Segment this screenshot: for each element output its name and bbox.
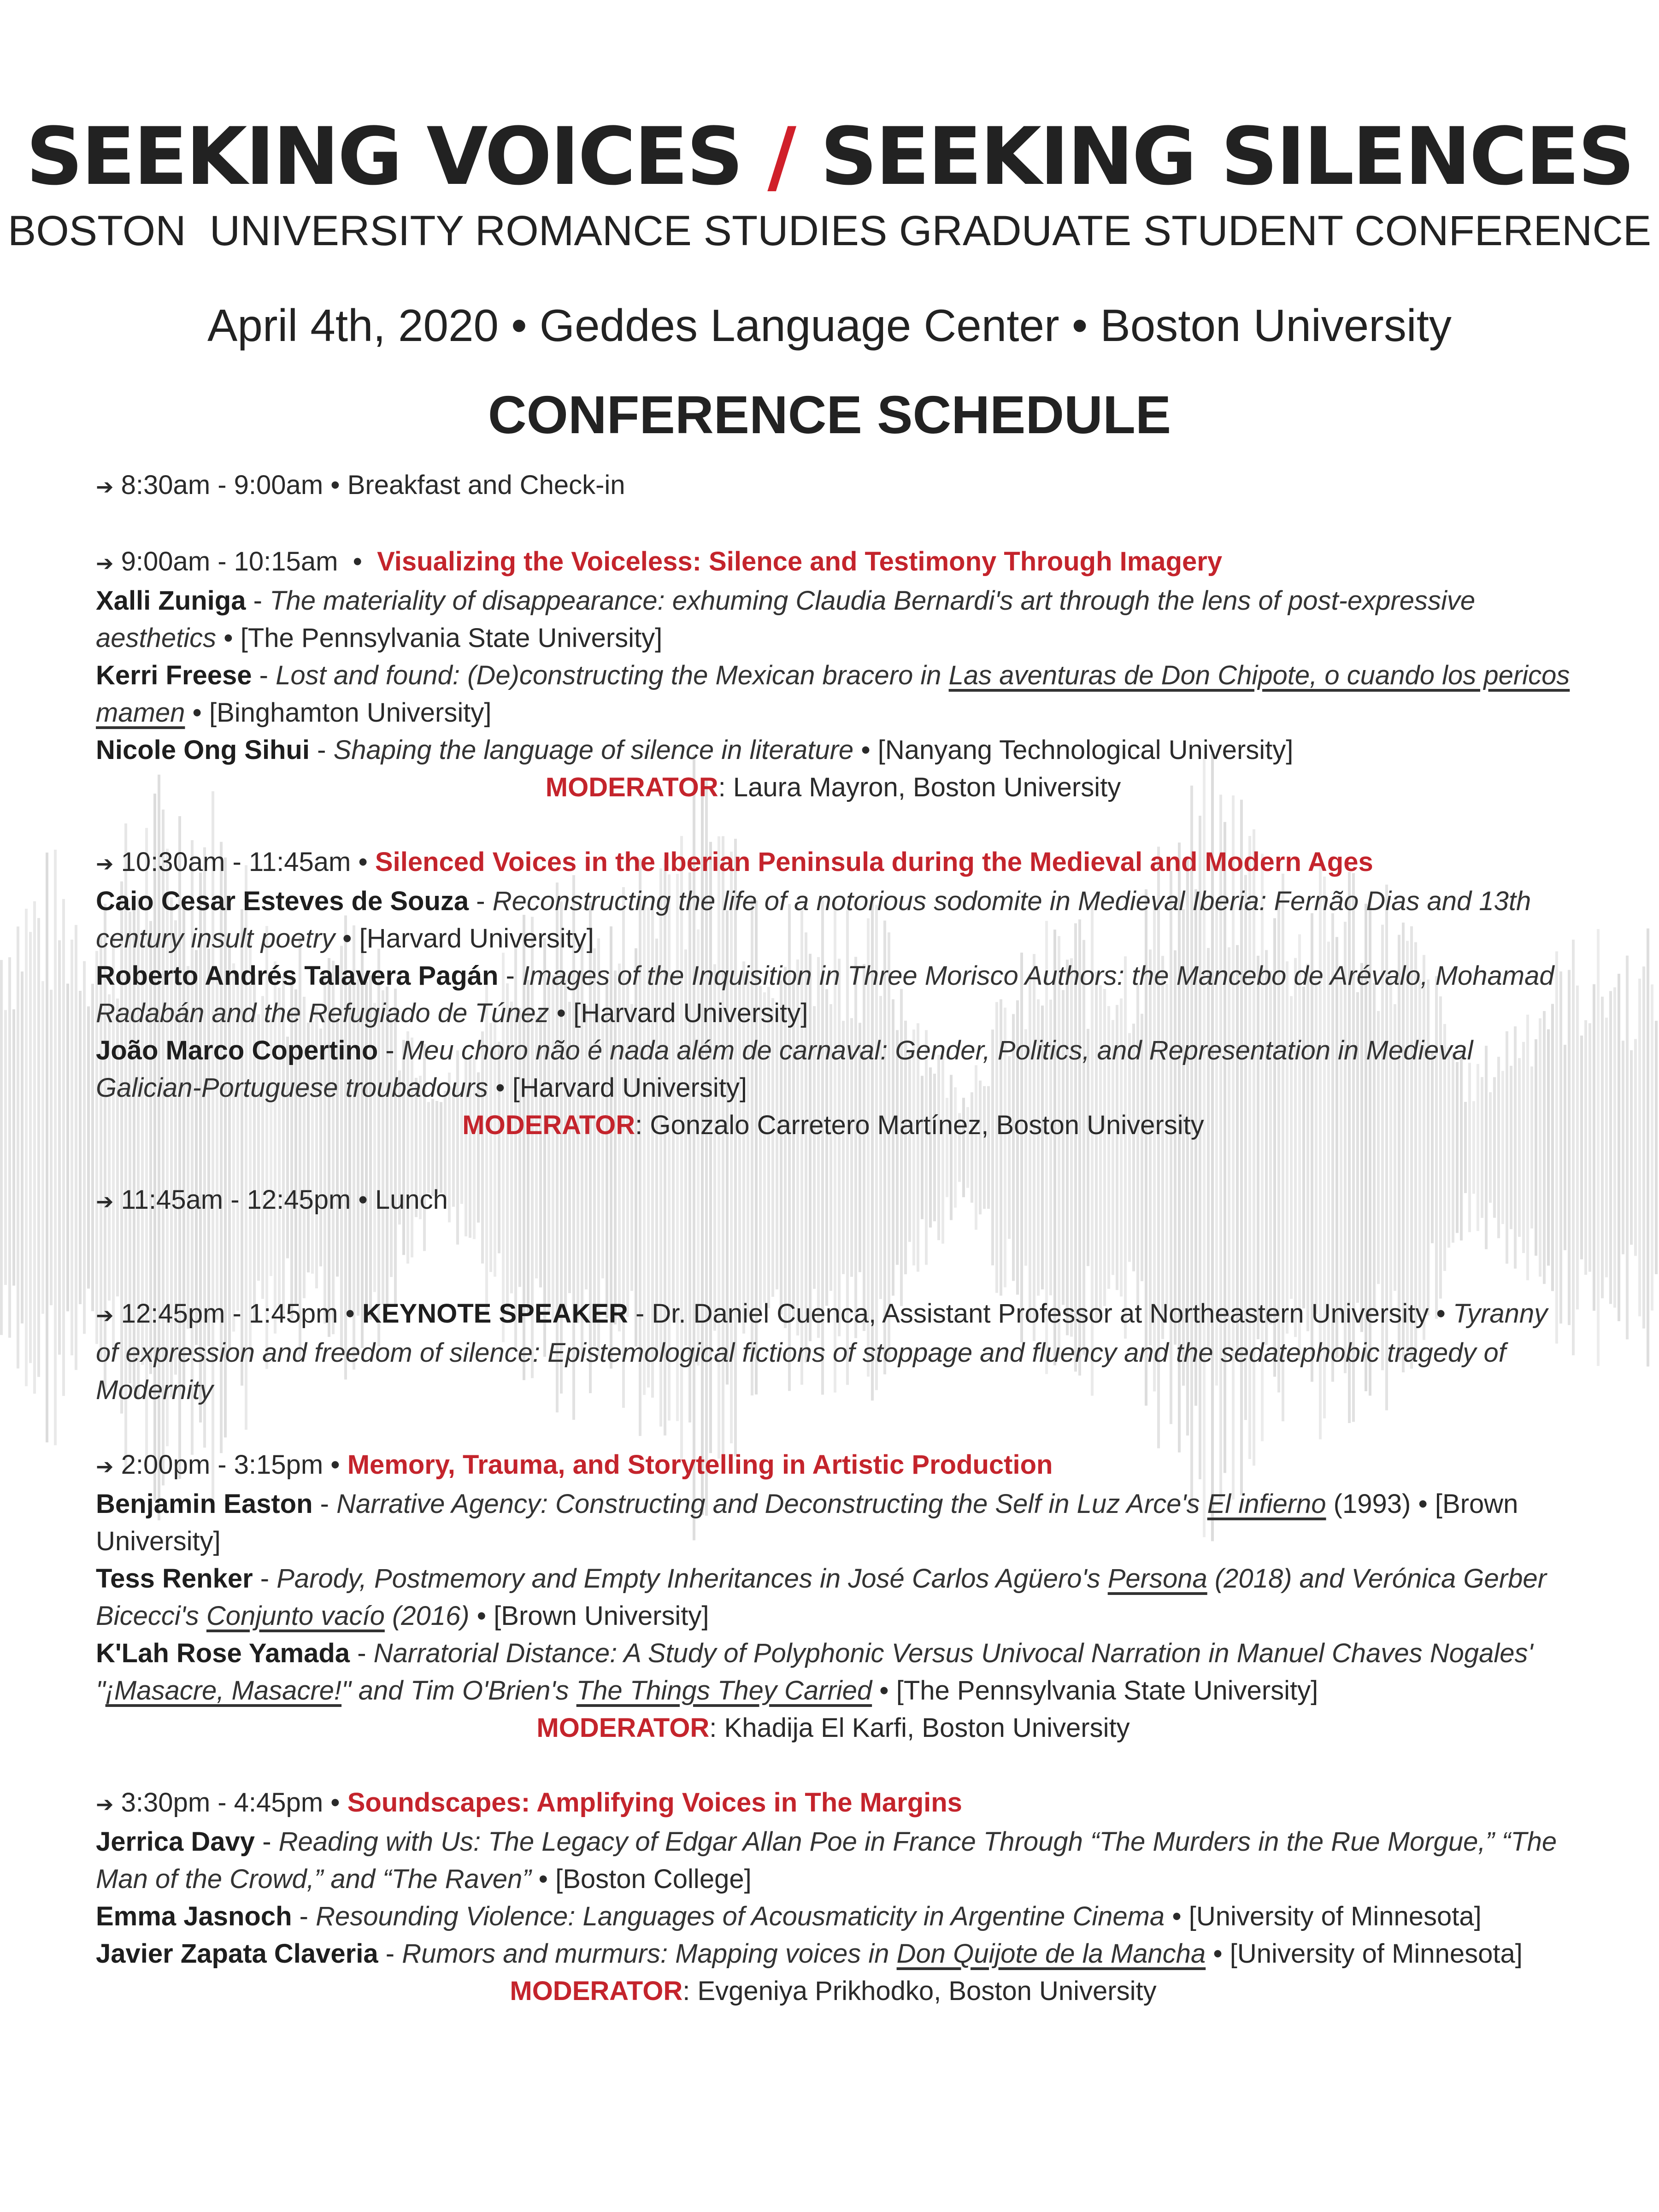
session-1-header (96, 543, 1571, 582)
moderator-line: MODERATOR: Gonzalo Carretero Martínez, Boston University (462, 1110, 1204, 1140)
presenter-entry (96, 1560, 1571, 1635)
presenter-institution: [University of Minnesota] (1230, 1939, 1523, 1969)
arrow-icon: ➔ (96, 1303, 114, 1327)
presenter-name: Javier Zapata Claveria (96, 1939, 378, 1969)
paper-title-cont: (2018) and Verónica Gerber Bicecci's (96, 1564, 1547, 1631)
presenter-entry (96, 657, 1571, 731)
paper-title-cont: " and Tim O'Brien's (341, 1676, 569, 1706)
arrow-icon: ➔ (96, 1189, 114, 1213)
presenter-name: Caio Cesar Esteves de Souza (96, 886, 469, 916)
breakfast-label: Breakfast and Check-in (347, 470, 625, 500)
bullet: • (1172, 1901, 1182, 1931)
bullet: • (1436, 1299, 1446, 1329)
dash: - (635, 1299, 645, 1329)
presenter-entry (96, 582, 1571, 657)
dash: - (385, 1035, 394, 1065)
bullet: • (345, 1299, 355, 1329)
conference-title (0, 111, 1659, 203)
session-1-title: Visualizing the Voiceless: Silence and Testimony Through Imagery (377, 547, 1223, 577)
work-title: ¡Masacre, Masacre! (105, 1676, 342, 1706)
work-title: Persona (1107, 1564, 1207, 1594)
paper-title: Shaping the language of silence in literature (333, 735, 854, 765)
presenter-entry (96, 1898, 1571, 1935)
bullet: • (330, 470, 340, 500)
title-slash: / (767, 110, 795, 203)
paper-title: Narrative Agency: Constructing and Deconstructing the Self in Luz Arce's (336, 1489, 1200, 1519)
keynote-label: KEYNOTE SPEAKER (362, 1299, 628, 1329)
session-2-title: Silenced Voices in the Iberian Peninsula during the Medieval and Modern Ages (375, 847, 1373, 877)
session-1 (96, 543, 1571, 806)
presenter-institution: [Brown University] (494, 1601, 709, 1631)
dash: - (317, 735, 326, 765)
session-3 (96, 1446, 1571, 1747)
moderator-name: Khadija El Karfi, Boston University (724, 1713, 1130, 1743)
session-4-time: 3:30pm - 4:45pm (121, 1788, 324, 1818)
keynote-block (96, 1295, 1571, 1409)
moderator-name: Evgeniya Prikhodko, Boston University (697, 1976, 1157, 2006)
moderator-name: Gonzalo Carretero Martínez, Boston University (650, 1110, 1204, 1140)
bullet: • (477, 1601, 487, 1631)
conference-dateline: April 4th, 2020 • Geddes Language Center • Boston University (207, 300, 1452, 351)
bullet: • (358, 847, 368, 877)
arrow-icon: ➔ (96, 1792, 114, 1816)
work-title: Las aventuras de Don Chipote, o cuando los pericos mamen (96, 660, 1570, 728)
presenter-name: Emma Jasnoch (96, 1901, 292, 1931)
presenter-institution: [Harvard University] (512, 1073, 747, 1103)
dash: - (253, 586, 262, 616)
keynote-line (96, 1295, 1571, 1409)
dash: - (260, 1564, 270, 1594)
presenter-institution: [Harvard University] (359, 924, 594, 953)
presenter-institution: [Harvard University] (573, 998, 808, 1028)
paper-title: Reconstructing the life of a notorious sodomite in Medieval Iberia: Fernão Dias and 13th century insult poetry (96, 886, 1531, 953)
paper-title: Parody, Postmemory and Empty Inheritances in José Carlos Agüero's (276, 1564, 1100, 1594)
presenter-name: Jerrica Davy (96, 1827, 255, 1857)
paper-title: Lost and found: (De)constructing the Mexican bracero in (276, 660, 941, 690)
session-1-time: 9:00am - 10:15am (121, 547, 338, 577)
presenter-entry (96, 1032, 1571, 1106)
breakfast-block (96, 466, 1571, 506)
presenter-institution: [Boston College] (555, 1864, 752, 1894)
bullet: • (879, 1676, 889, 1706)
dash: - (357, 1638, 366, 1668)
moderator-label: MODERATOR (510, 1976, 683, 2006)
session-2-time: 10:30am - 11:45am (121, 847, 351, 877)
bullet: • (342, 924, 352, 953)
moderator-line: MODERATOR: Khadija El Karfi, Boston University (536, 1713, 1130, 1743)
presenter-name: Xalli Zuniga (96, 586, 246, 616)
presenter-name: Kerri Freese (96, 660, 252, 690)
bullet: • (330, 1788, 340, 1818)
lunch-time: 11:45am - 12:45pm (121, 1185, 351, 1215)
breakfast-line (96, 466, 1571, 506)
paper-title-cont: (2016) (392, 1601, 470, 1631)
lunch-label: Lunch (375, 1185, 448, 1215)
presenter-entry (96, 1485, 1571, 1560)
bullet: • (1418, 1489, 1428, 1519)
moderator-label: MODERATOR (536, 1713, 710, 1743)
paper-title: Resounding Violence: Languages of Acousmaticity in Argentine Cinema (316, 1901, 1165, 1931)
keynote-speaker: Dr. Daniel Cuenca, Assistant Professor at Northeastern University (652, 1299, 1429, 1329)
work-year: (1993) (1333, 1489, 1411, 1519)
work-title: Don Quijote de la Mancha (896, 1939, 1206, 1969)
presenter-entry (96, 1935, 1571, 1972)
dash: - (385, 1939, 395, 1969)
moderator-label: MODERATOR (545, 772, 718, 802)
page-header (0, 111, 1659, 447)
dash: - (506, 961, 515, 991)
dash: - (320, 1489, 329, 1519)
moderator-line: MODERATOR: Laura Mayron, Boston University (545, 772, 1121, 802)
bullet: • (1213, 1939, 1223, 1969)
session-2-header (96, 843, 1571, 882)
session-3-time: 2:00pm - 3:15pm (121, 1450, 324, 1480)
work-title: Conjunto vacío (206, 1601, 385, 1631)
schedule-content (96, 466, 1571, 2047)
title-part-1: SEEKING VOICES (26, 110, 742, 203)
bullet: • (192, 698, 202, 728)
presenter-entry (96, 1823, 1571, 1898)
session-3-header (96, 1446, 1571, 1485)
presenter-institution: [The Pennsylvania State University] (240, 623, 663, 653)
keynote-time: 12:45pm - 1:45pm (121, 1299, 338, 1329)
bullet: • (353, 547, 362, 577)
presenter-name: João Marco Copertino (96, 1035, 378, 1065)
session-4-title: Soundscapes: Amplifying Voices in The Margins (347, 1788, 962, 1818)
presenter-name: Roberto Andrés Talavera Pagán (96, 961, 499, 991)
bullet: • (556, 998, 566, 1028)
presenter-institution: [Brown University] (96, 1489, 1518, 1556)
session-3-title: Memory, Trauma, and Storytelling in Artistic Production (347, 1450, 1053, 1480)
bullet: • (330, 1450, 340, 1480)
presenter-institution: [University of Minnesota] (1188, 1901, 1482, 1931)
presenter-institution: [Nanyang Technological University] (877, 735, 1294, 765)
arrow-icon: ➔ (96, 475, 114, 499)
presenter-name: K'Lah Rose Yamada (96, 1638, 350, 1668)
bullet: • (495, 1073, 505, 1103)
presenter-institution: [Binghamton University] (209, 698, 492, 728)
arrow-icon: ➔ (96, 852, 114, 876)
bullet: • (224, 623, 233, 653)
paper-title: Meu choro não é nada além de carnaval: Gender, Politics, and Representation in Medieval Galician-Portuguese troubadours (96, 1035, 1473, 1103)
presenter-institution: [The Pennsylvania State University] (896, 1676, 1318, 1706)
arrow-icon: ➔ (96, 551, 114, 575)
presenter-name: Benjamin Easton (96, 1489, 313, 1519)
session-2 (96, 843, 1571, 1144)
moderator-label: MODERATOR (462, 1110, 635, 1140)
breakfast-time: 8:30am - 9:00am (121, 470, 324, 500)
presenter-entry (96, 731, 1571, 769)
bullet: • (861, 735, 871, 765)
keynote-talk-title: Tyranny of expression and freedom of silence: Epistemological fictions of stoppage and fluency and the sedatephobic tragedy of Modernity (96, 1299, 1548, 1405)
paper-title: The materiality of disappearance: exhuming Claudia Bernardi's art through the lens of post-expressive aesthetics (96, 586, 1476, 653)
moderator-line: MODERATOR: Evgeniya Prikhodko, Boston University (510, 1976, 1157, 2006)
paper-title: Rumors and murmurs: Mapping voices in (402, 1939, 889, 1969)
paper-title: Reading with Us: The Legacy of Edgar Allan Poe in France Through “The Murders in the Rue Morgue,” “The Man of the Crowd,” and “The Raven” (96, 1827, 1557, 1894)
bullet: • (358, 1185, 368, 1215)
dash: - (476, 886, 485, 916)
session-4-header (96, 1784, 1571, 1823)
presenter-entry (96, 882, 1571, 957)
work-title: The Things They Carried (576, 1676, 872, 1706)
moderator-name: Laura Mayron, Boston University (733, 772, 1121, 802)
bullet: • (538, 1864, 548, 1894)
arrow-icon: ➔ (96, 1454, 114, 1478)
presenter-entry (96, 1635, 1571, 1709)
dash: - (299, 1901, 308, 1931)
schedule-heading: CONFERENCE SCHEDULE (488, 385, 1171, 445)
work-title: El infierno (1207, 1489, 1326, 1519)
paper-title: Images of the Inquisition in Three Morisco Authors: the Mancebo de Arévalo, Mohamad Radabán and the Refugiado de Túnez (96, 961, 1554, 1028)
conference-subtitle: BOSTON UNIVERSITY ROMANCE STUDIES GRADUATE STUDENT CONFERENCE (7, 207, 1652, 254)
presenter-name: Tess Renker (96, 1564, 253, 1594)
dash: - (259, 660, 268, 690)
dash: - (262, 1827, 271, 1857)
lunch-block (96, 1181, 1571, 1220)
title-part-2: SEEKING SILENCES (820, 110, 1633, 203)
presenter-name: Nicole Ong Sihui (96, 735, 310, 765)
lunch-line (96, 1181, 1571, 1220)
session-4 (96, 1784, 1571, 2010)
presenter-entry (96, 957, 1571, 1032)
paper-title: Narratorial Distance: A Study of Polyphonic Versus Univocal Narration in Manuel Chaves Nogales' " (96, 1638, 1533, 1706)
